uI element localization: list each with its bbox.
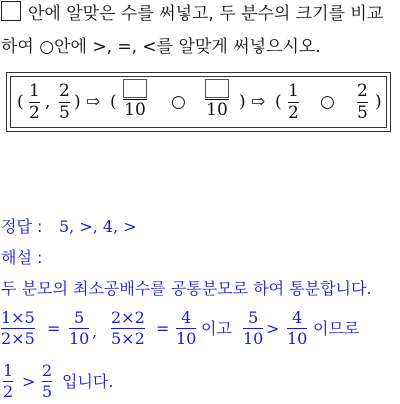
fraction-blank-over-10: [123, 79, 147, 120]
numerator: 4: [292, 308, 303, 327]
denominator: 5: [42, 382, 53, 401]
close-paren: ): [375, 92, 382, 112]
text-imeuro: 이므로: [313, 319, 360, 338]
equals-sign: =: [47, 319, 61, 338]
numerator: 2: [357, 81, 368, 101]
denominator: 5: [357, 103, 368, 123]
fraction-blank-over-10: [205, 79, 229, 120]
open-paren: (: [275, 92, 282, 112]
greater-than-sign: >: [22, 372, 36, 391]
numerator-blank-box[interactable]: [123, 79, 147, 98]
question-line-1: 안에 알맞은 수를 써넣고, 두 분수의 크기를 비교: [28, 4, 384, 24]
answer-values: 5, >, 4, >: [59, 217, 137, 236]
comma: ,: [92, 322, 98, 341]
close-paren: ): [74, 92, 81, 112]
denominator: 2: [3, 382, 14, 401]
fraction-one-half: [288, 82, 299, 123]
close-paren: ): [239, 92, 246, 112]
fraction-two-fifths: [357, 82, 368, 123]
denominator: 10: [69, 329, 90, 348]
fraction-5-over-10: [69, 309, 89, 348]
equals-sign: =: [156, 319, 170, 338]
fraction-2-over-5: [42, 362, 52, 401]
fraction-1x5-over-2x5: [1, 309, 35, 348]
fraction-4-over-10: [176, 309, 196, 348]
answer-blank-square-icon: [1, 1, 21, 21]
expression-box: [6, 72, 391, 132]
explanation-label: 해설 :: [1, 248, 43, 267]
text-end: 입니다.: [62, 372, 114, 391]
numerator-blank-box[interactable]: [205, 79, 229, 98]
numerator: 2: [42, 361, 53, 380]
numerator: 2: [59, 81, 70, 101]
numerator: 2×2: [111, 308, 145, 327]
fraction-5-over-10: [243, 309, 263, 348]
open-paren: (: [17, 92, 24, 112]
denominator: 10: [287, 329, 308, 348]
denominator: 10: [243, 329, 264, 348]
text-igo: 이고: [201, 319, 232, 338]
denominator: 2×5: [1, 329, 35, 348]
denominator: 10: [124, 100, 146, 120]
numerator: 5: [248, 308, 259, 327]
numerator: 1: [288, 81, 299, 101]
fraction-two-fifths: [59, 82, 70, 123]
numerator: 4: [181, 308, 192, 327]
fraction-1-over-2: [3, 362, 13, 401]
question-line-2: 하여 ○안에 >, =, <를 알맞게 써넣으시오.: [1, 37, 321, 57]
denominator: 2: [288, 103, 299, 123]
numerator: 1: [3, 361, 14, 380]
answer-label: 정답 :: [1, 217, 43, 236]
denominator: 5: [59, 103, 70, 123]
fraction-one-half: [29, 82, 40, 123]
numerator: 5: [74, 308, 85, 327]
arrow-icon: ⇨: [251, 92, 266, 112]
arrow-icon: ⇨: [86, 92, 101, 112]
fraction-4-over-10: [287, 309, 307, 348]
comparison-circle-icon[interactable]: ○: [171, 92, 186, 112]
denominator: 2: [29, 103, 40, 123]
open-paren: (: [110, 92, 117, 112]
denominator: 10: [206, 100, 228, 120]
denominator: 5×2: [111, 329, 145, 348]
numerator: 1: [29, 81, 40, 101]
numerator: 1×5: [1, 308, 35, 327]
denominator: 10: [176, 329, 197, 348]
greater-than-sign: >: [266, 319, 280, 338]
explanation-line-1: 두 분모의 최소공배수를 공통분모로 하여 통분합니다.: [1, 279, 372, 298]
comma: ,: [45, 92, 51, 112]
fraction-2x2-over-5x2: [111, 309, 145, 348]
comparison-circle-icon[interactable]: ○: [320, 92, 335, 112]
